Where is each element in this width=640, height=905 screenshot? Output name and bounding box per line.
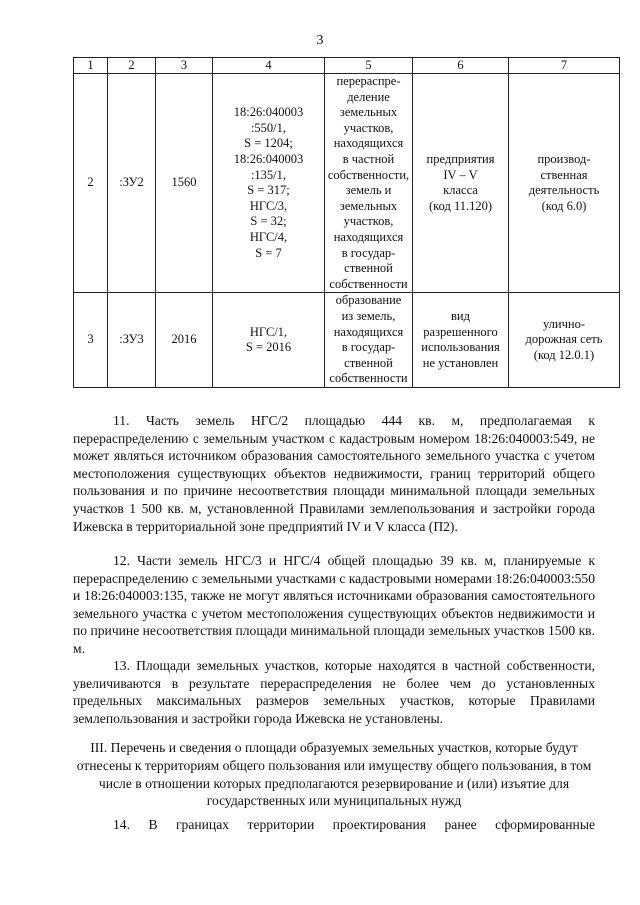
table-header-cell: 5 <box>325 58 413 74</box>
permitted-use: предприятия IV – V класса (код 11.120) <box>413 74 509 293</box>
table-header-cell: 2 <box>108 58 156 74</box>
table-header-cell: 4 <box>213 58 325 74</box>
row-number: 3 <box>74 293 108 388</box>
paragraph-11: 11. Часть земель НГС/2 площадью 444 кв. м, предполагаемая к перераспределению с земельным участком с кадастровым номером 18:26:040003:549, не может являться источником образования самостоятельного земельного участка с учетом местоположения существующих объектов недвижимости, границ территорий общего пользования и по причине несоответствия площади минимальной площади земельных участков 1 500 кв. м, установленной Правилами землепользования и застройки города Ижевска в территориальной зоне предприятий IV и V класса (П2). <box>73 413 595 534</box>
table-header-cell: 7 <box>509 58 620 74</box>
formation-method: перераспре- деление земельных участков, находящихся в частной собственности, земель и земельных участков, находящихся в государ- ственной собственности <box>325 74 413 293</box>
use-type: улично- дорожная сеть (код 12.0.1) <box>509 293 620 388</box>
permitted-use: вид разрешенного использования не установлен <box>413 293 509 388</box>
table-row <box>74 74 620 293</box>
plot-sources: 18:26:040003 :550/1, S = 1204; 18:26:040003 :135/1, S = 317; НГС/3, S = 32; НГС/4, S = 7 <box>213 74 325 293</box>
formation-method: образование из земель, находящихся в государ- ственной собственности <box>325 293 413 388</box>
plot-designation: :ЗУ2 <box>108 74 156 293</box>
plot-area: 2016 <box>156 293 213 388</box>
plot-designation: :ЗУ3 <box>108 293 156 388</box>
paragraph-12: 12. Части земель НГС/3 и НГС/4 общей площадью 39 кв. м, планируемые к перераспределению с земельными участками с кадастровыми номерами 18:26:040003:550 и 18:26:040003:135, также не могут являться источниками образования самостоятельного земельного участка с учетом местоположения существующих объектов недвижимости и по причине несоответствия площади минимальной площади земельных участков 1500 кв. м. <box>73 553 595 656</box>
table-header-cell: 6 <box>413 58 509 74</box>
section-title: III. Перечень и сведения о площади образуемых земельных участков, которые будут отнесены к территориям общего пользования или имуществу общего пользования, в том числе в отношении которых предполагаются резервирование и (или) изъятие для государственных или муниципальных нужд <box>76 740 592 809</box>
land-plots-table <box>73 57 620 388</box>
table-row <box>74 293 620 388</box>
plot-area: 1560 <box>156 74 213 293</box>
paragraph-13: 13. Площади земельных участков, которые находятся в частной собственности, увеличиваются в результате перераспределения не более чем до установленных предельных максимальных размеров земельных участков, которые Правилами землепользования и застройки города Ижевска не установлены. <box>73 658 595 726</box>
use-type: производ- ственная деятельность (код 6.0) <box>509 74 620 293</box>
table-header-cell: 1 <box>74 58 108 74</box>
paragraph-14: 14. В границах территории проектирования ранее сформированные <box>113 817 595 832</box>
table-header-row <box>74 58 620 74</box>
table-header-cell: 3 <box>156 58 213 74</box>
page-number: 3 <box>316 33 324 48</box>
plot-sources: НГС/1, S = 2016 <box>213 293 325 388</box>
row-number: 2 <box>74 74 108 293</box>
